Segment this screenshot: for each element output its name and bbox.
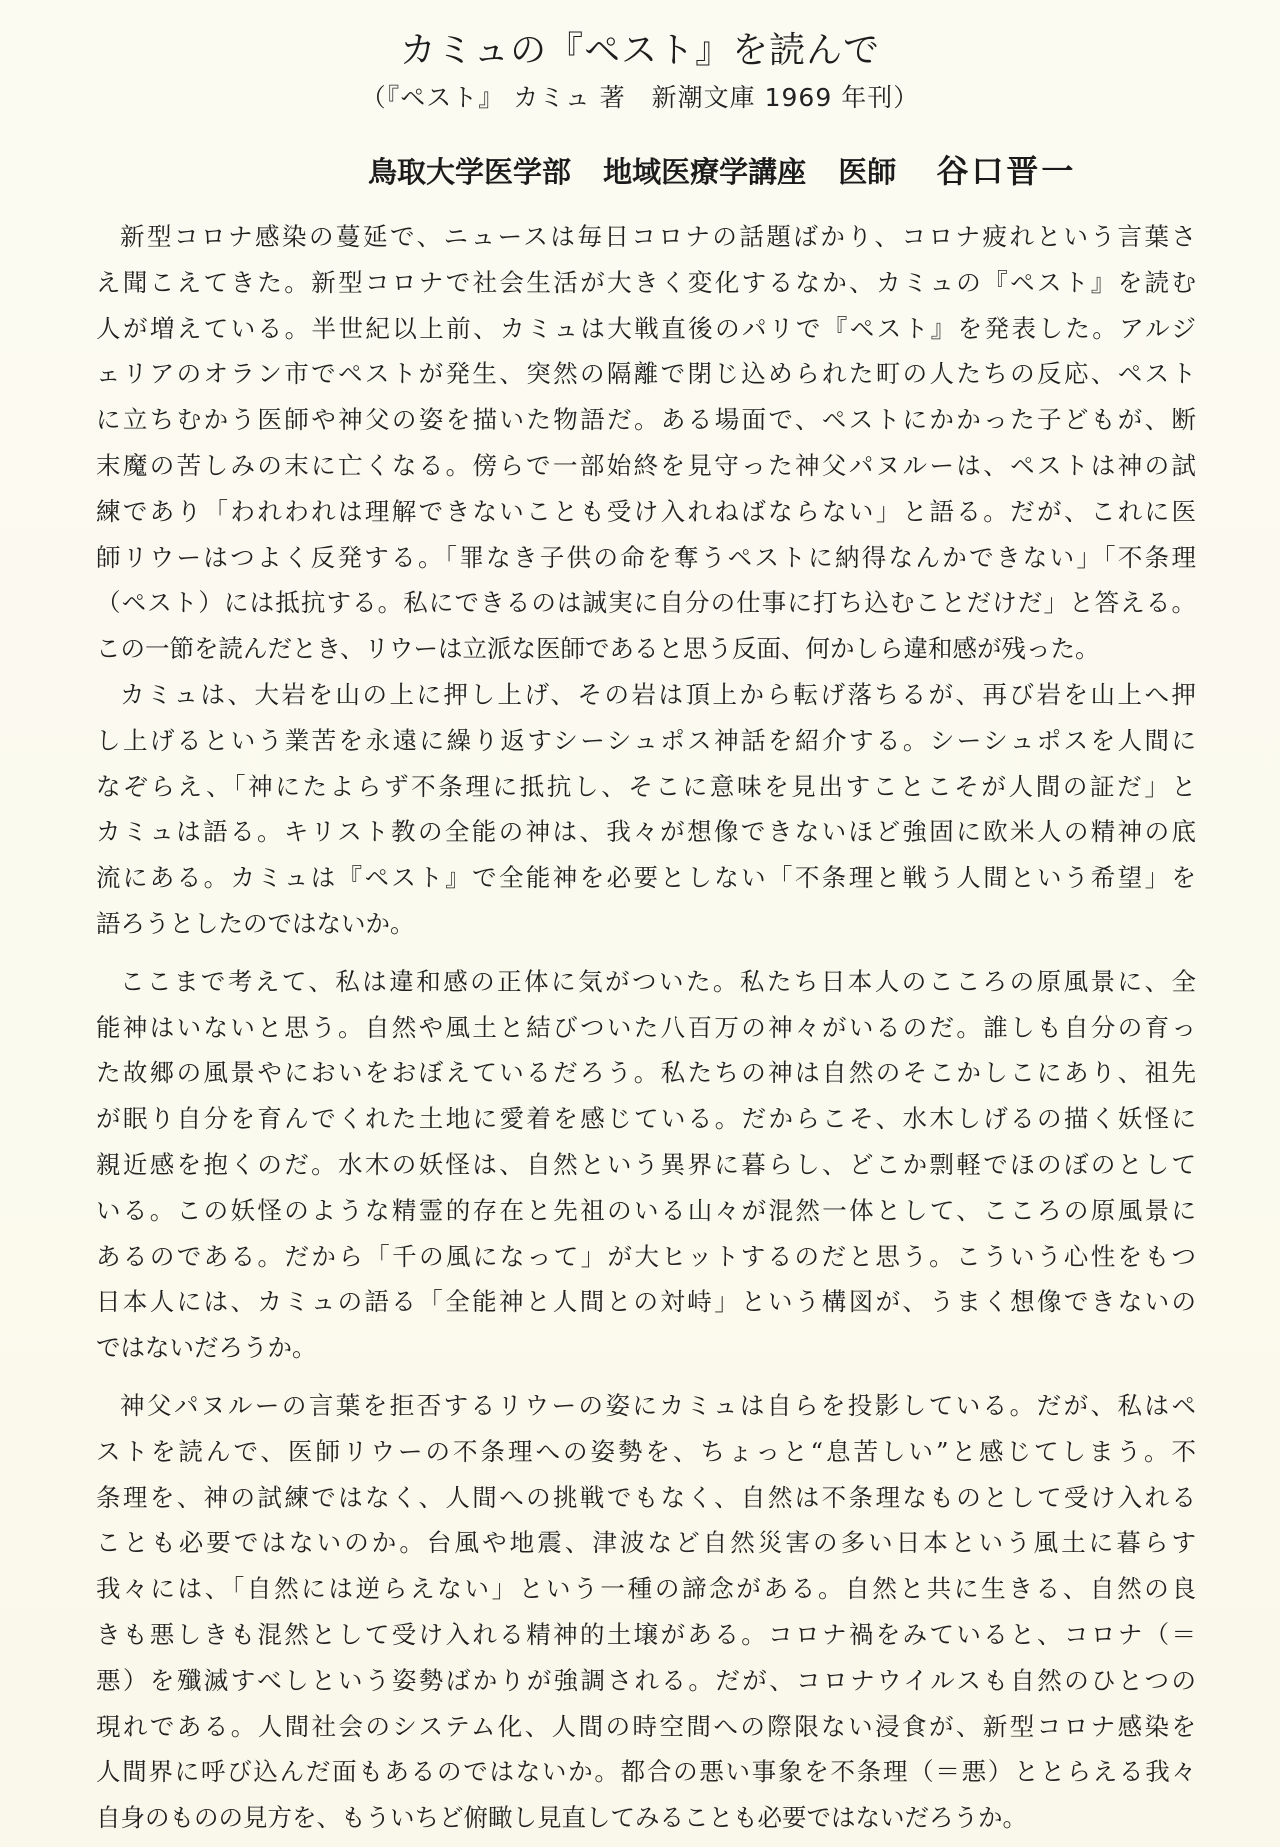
author-role: 医師 — [838, 155, 897, 189]
text-line: え聞こえてきた。新型コロナで社会生活が大きく変化するなか、カミュの『ペスト』を読む — [96, 267, 1196, 297]
text-line: 練であり「われわれは理解できないことも受け入れねばならない」と語る。だが、これに医 — [96, 496, 1196, 526]
text-line: ここまで考えて、私は違和感の正体に気がついた。私たち日本人のこころの原風景に、全 — [120, 966, 1196, 996]
text-line: カミュは語る。キリスト教の全能の神は、我々が想像できないほど強固に欧米人の精神の底 — [96, 817, 1196, 847]
paragraph — [96, 672, 1196, 947]
paragraph — [96, 959, 1196, 1371]
paragraph — [96, 1383, 1196, 1841]
text-line: 神父パヌルーの言葉を拒否するリウーの姿にカミュは自らを投影している。だが、私はペ — [120, 1390, 1196, 1420]
text-line: 師リウーはつよく反発する。「罪なき子供の命を奪うペストに納得なんかできない」「不条理 — [96, 542, 1196, 572]
text-line: （ペスト）には抵抗する。私にできるのは誠実に自分の仕事に打ち込むことだけだ」と答える。 — [96, 588, 1196, 618]
text-line: 人が増えている。半世紀以上前、カミュは大戦直後のパリで『ペスト』を発表した。アルジ — [96, 313, 1196, 343]
text-line: た故郷の風景やにおいをおぼえているだろう。私たちの神は自然のそこかしこにあり、祖先 — [96, 1058, 1196, 1088]
text-line: ことも必要ではないのか。台風や地震、津波など自然災害の多い日本という風土に暮らす — [96, 1528, 1196, 1558]
text-line: し上げるという業苦を永遠に繰り返すシーシュポス神話を紹介する。シーシュポスを人間に — [96, 725, 1196, 755]
text-line: が眠り自分を育んでくれた土地に愛着を感じている。だからこそ、水木しげるの描く妖怪に — [96, 1104, 1196, 1134]
article-title: カミュの『ペスト』を読んで — [399, 30, 881, 71]
text-line: 自身のものの見方を、もういちど俯瞰し見直してみることも必要ではないだろうか。 — [96, 1803, 1027, 1833]
text-line: 流にある。カミュは『ペスト』で全能神を必要としない「不条理と戦う人間という希望」を — [96, 863, 1196, 893]
text-line: なぞらえ、「神にたよらず不条理に抵抗し、そこに意味を見出すことこそが人間の証だ」と — [96, 771, 1196, 801]
essay-body — [96, 214, 1196, 1841]
text-line: 新型コロナ感染の蔓延で、ニュースは毎日コロナの話題ばかり、コロナ疲れという言葉さ — [120, 222, 1196, 251]
author-department: 地域医療学講座 — [603, 155, 807, 189]
text-line: 語ろうとしたのではないか。 — [96, 908, 415, 938]
text-line: いる。この妖怪のような精霊的存在と先祖のいる山々が混然一体として、こころの原風景に — [96, 1195, 1196, 1225]
text-line: 現れである。人間社会のシステム化、人間の時空間への際限ない浸食が、新型コロナ感染を — [96, 1711, 1196, 1741]
text-line: 末魔の苦しみの末に亡くなる。傍らで一部始終を見守った神父パヌルーは、ペストは神の試 — [96, 450, 1196, 480]
author-byline — [368, 146, 1188, 192]
book-citation: （『ペスト』 カミュ 著 新潮文庫 1969 年刊） — [360, 83, 920, 112]
paragraph-gap — [96, 947, 1196, 959]
text-line: 親近感を抱くのだ。水木の妖怪は、自然という異界に暮らし、どこか剽軽でほのぼのとして — [96, 1149, 1196, 1179]
text-line: この一節を読んだとき、リウーは立派な医師であると思う反面、何かしら違和感が残った。 — [96, 634, 1100, 664]
text-line: ェリアのオラン市でペストが発生、突然の隔離で閉じ込められた町の人たちの反応、ペスト — [96, 359, 1196, 389]
paragraph — [96, 214, 1196, 672]
text-line: あるのである。だから「千の風になって」が大ヒットするのだと思う。こういう心性をもつ — [96, 1241, 1196, 1271]
text-line: 悪）を殲滅すべしという姿勢ばかりが強調される。だが、コロナウイルスも自然のひとつの — [96, 1665, 1196, 1695]
author-affiliation: 鳥取大学医学部 — [368, 155, 572, 189]
text-line: 日本人には、カミュの語る「全能神と人間との対峙」という構図が、うまく想像できないの — [96, 1287, 1196, 1317]
paragraph-gap — [96, 1371, 1196, 1383]
text-line: 条理を、神の試練ではなく、人間への挑戦でもなく、自然は不条理なものとして受け入れる — [96, 1482, 1196, 1512]
text-line: に立ちむかう医師や神父の姿を描いた物語だ。ある場面で、ペストにかかった子どもが、断 — [96, 405, 1196, 435]
author-name: 谷口晋一 — [936, 152, 1077, 190]
text-line: 能神はいないと思う。自然や風土と結びついた八百万の神々がいるのだ。誰しも自分の育っ — [96, 1012, 1196, 1042]
text-line: ストを読んで、医師リウーの不条理への姿勢を、ちょっと“息苦しい”と感じてしまう。不 — [96, 1436, 1196, 1466]
text-line: きも悪しきも混然として受け入れる精神的土壌がある。コロナ禍をみていると、コロナ（＝ — [96, 1619, 1196, 1649]
text-line: 我々には、「自然には逆らえない」という一種の諦念がある。自然と共に生きる、自然の良 — [96, 1574, 1196, 1604]
text-line: 人間界に呼び込んだ面もあるのではないか。都合の悪い事象を不条理（＝悪）ととらえる我々 — [96, 1757, 1196, 1787]
text-line: ではないだろうか。 — [96, 1333, 317, 1363]
text-line: カミュは、大岩を山の上に押し上げ、その岩は頂上から転げ落ちるが、再び岩を山上へ押 — [120, 679, 1196, 709]
